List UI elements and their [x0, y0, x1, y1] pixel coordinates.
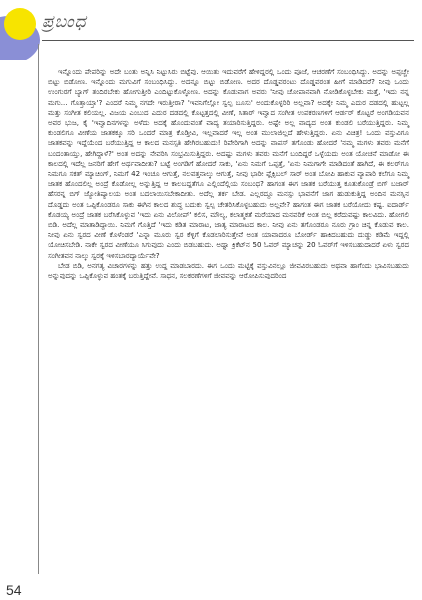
page-header — [42, 10, 414, 41]
article-body — [48, 67, 409, 281]
paragraph: ಇನ್ನೊಂದು ಪೇಪರಿನ್ನು ಅದೇ ಬಂತು ಅನ್ನಿಸಿ ನಿಟ್ಟುಸಿರು ಬಿಟ್ಟೆವು. ಆಯಿತು ಇದುವರೆಗೆ ಹೇಳಿದ್ದರಲ್ಲಿ ಒಂದು ಪೂಜೆ, ಆಚರಣೆಗೆ ಸಂಬಂಧಿಸಿದ್ದು. ಅದನ್ನು ಅಪ್ಪಚ್ಚೇ ಬಿಟ್ಟು ಬಿಡೋಣ. ಇನ್ನೊಂದು ಮಗುವಿಗೆ ಸಂಬಂಧಿಸಿದ್ದು. ಅದನ್ನೂ ಬಿಟ್ಟು ಬಿಡೋಣ. ಅದರ ದೊಡ್ಡವರಂಟು ದೊಡ್ಡವರಂತ ಹೀಗೆ ಮಾಡಿದರೆ? ನೀವು ಒಂದು ಉಂಗುರಗೆ ಬ್ಯಾಗ್ ತಂದಿರಬೇಕು ಹೋಗುತ್ತೀರಿ ಎಂದಿಟ್ಟುಕೊಳ್ಳೋಣ. ಅದನ್ನು ಕೊಡುವಾಗ ಅವರು 'ನೀವು ಚೋಪಾನವಾಗಿ ನೋಡಿಕೊಳ್ಳಬೇಕು ಮತ್ತೆ, 'ಇದು ನನ್ನ ಮಗು... ಗೊತ್ತಾಯ್ತಾ'? ಎಂದರೆ ನಿಮ್ಮ ನಗದೇ ಇರುತ್ತೀರಾ? 'ಇವನಿಗೆಲ್ಲೋ ಸ್ವಲ್ಪ ಬೂಸು' ಅಂದುಕೊಳ್ಳರಿರಿ ಅಲ್ಲವಾ? ಅದಕ್ಕೇ ನಿಮ್ಮ ಎದುರ ದಡದಲ್ಲಿ ಹುಟ್ಟಲ್ಲ ಮತ್ತು ಸಂಗೀತ ಕಲಿಯಲ್ಲ. ವಿಜಯ ಎಂಬುದ ಎದುರ ದಡದಲ್ಲಿ ಕೊಟ್ಟತ್ತದಲ್ಲಿ ವೀಣೆ, ಸಿತಾರ್ ಇವ್ವಾದ ಸಂಗೀತ ಉಪಕರಣಗಳಿಗೆ ಆರ್ಡರ್ ಕೊಟ್ಟರೆ ಅಂಗಡಿಯವನ ಅವರ ಭುಜ, ಕೈ 'ಇವ್ವಾದಿನಗಳನ್ನು ಅಳೆದು ಅದಕ್ಕೆ ಹೊಂದುವಂತೆ ವಾದ್ಯ ತಯಾರಿಸುತ್ತಿದ್ದರು. ಅಷ್ಟೇ ಅಲ್ಲ ವಾದ್ಯದ ಅಂತ ಕುಂಡಲಿ ಬರೆಯುತ್ತಿದ್ದರು. ನಿಮ್ಮ ಕುಂಡಲಿಗೂ ವೀಣೆಯ ಜಾತಕಕ್ಕೂ ಸರಿ ಒಂದರೆ ಮಾತ್ರ ಕೊಡ್ತೀವಿ, ಇಲ್ಲವಾದರೆ ಇಲ್ಲ ಅಂತ ಮುಲಾಜಿಲ್ಲದೆ ಹೇಳುತ್ತಿದ್ದರು. ಏನು ವಿಚಿತ್ರ! ಒಂದು ವಸ್ತುವಿಗೂ ಜಾತಕವನ್ನು ಇದ್ದೆಯೆಂದ ಬರೆಯುತ್ತಿದ್ದ ಆ ಕಾಲದ ಮನಸ್ಸತಿ ಹೇಗಿರಬಹುದು! ರಿಪೇರಿಗಾಗಿ ಅದನ್ನು ವಾಪಸ್ ತಗೊಂಡು ಹೋದರೆ 'ನಮ್ಮ ಮಗಳು ತವರು ಮನೆಗೆ ಬಂದಂತಾಯ್ತು, ಹೇಗಿದ್ದಾಳೆ?' ಅಂತ ಅದನ್ನು ನೇವರಿಸಿ ಸಂಭ್ರಮಿಸುತ್ತಿದ್ದರು. ಅದಷ್ಟು ಮಗಳು ತವರು ಮನೆಗೆ ಬಂದಿದ್ದರೆ ಒಳ್ಳೆಯದು ಅಂತ ಯೋಚನೆ ಮಾಡೋ ಈ ಕಾಲದಲ್ಲಿ ಇದೆಲ್ಲ ಜನರಿಗೆ ಹೇಗೆ ಅರ್ಥವಾದೀತು? ಬಟ್ಟೆ ಅಂಗಡಿಗೆ ಹೋದರೆ ಸಾಕು, 'ಏನು ನಿಮಗೆ ಒಪ್ಪತ್ತೆ, 'ಏನು ನಿಮಗಾಗೇ ಮಾಡಿದಂತೆ ಹಾಗಿದೆ, ಈ ಕಲರ್‌ಗೂ ನಿಮಗೂ ಸಕತ್ ಮ್ಯಾಚಿಂಗ್, ನಿಮಗೆ 42 ಇಂಚೂ ಆಗುತ್ತೆ, ನಲವತ್ತನಾಲ್ಕು ಆಗುತ್ತೆ, ನೀವು ಭಾರೀ ಫ್ಲೆಕ್ಸಿಬಲ್ ಸಾರ್ ಅಂತ ಬೋಪಿ ಹಾಕುವ ವ್ಯಾಪಾರಿ ಕಲೆಗೂ ನಿಮ್ಮ ಜಾತಕ ಹೊಂದಲಿಲ್ಲ ಅಂದ್ರೆ ಕೊಡೋಲ್ಲ ಅನ್ನುತ್ತಿದ್ದ ಆ ಕಾಲಬದ್ದತೆಗೂ ಎಲ್ಲಿಂದೆಲ್ಲಿಯ ಸಂಬಂಧ? ಹಾಗಂತ ಈಗ ಜಾತಕ ಬರೆಯುತ್ತ ಕೂತುಕೊಂಡ್ರೆ ಬಿಗ್ ಬಜಾರ್ ಹೆಸರನ್ನ ಬಿಗ್ ಜ್ಯೋತಿಷ್ಯಾಲಯ ಅಂತ ಬದಲಾಯಿಸಬೇಕಾದೀತು. ಅದೆಲ್ಲ ತರ್ಕ ಬೇಡ. ಎಲ್ಲರದ್ದೂ ಮನಸ್ಸು ಭಾವನೆಗೆ ಜಾಗ ಹುಡುಕುತ್ತಿದ್ದ ಅಂದಿನ ಮನಸ್ಸಿನ ದೊಡ್ಡದು ಅಂತ ಒಪ್ಪಿಕೊಂಡರೂ ಸಾಕು ಈಗಿನ ಕಾಲದ ಶುದ್ಧ ಬದುಕು ಸ್ವಲ್ಪ ಚೇತರಿಸಿಕೊಳ್ಳಬಹುದು ಅಲ್ಲವೇ? ಹಾಗಂತ ಈಗ ಜಾತಕ ಬರೆಯೋದು ಕಷ್ಟ. ಐದಾರ್ಡ್‌ ಕೊಡಯ್ಯ ಅಂದ್ರೆ ಜಾತಕ ಬರೆಸಿಕೊಳ್ಳುವ 'ಇದು ಏನು ವಿಲೋಪ್' ಕಲಿಸ, ಮೌಲ್ಯ, ಕಲಾತ್ಮಕತೆ ಮರೆಯಾದ ಮನವರಿಕೆ ಅಂತ ಬಿಲ್ಲ ಕರೆದುವಷ್ಟು ಕಾಲವಿದು. ಹೋಗಲಿ ಬಿಡಿ. ಅದೆಲ್ಲ ಮಾತಾಡಿದ್ದಾಯಿ. ನಿಮಗೆ ಗೊತ್ತಿದೆ 'ಇದು ಕಡಿತ ಮಾರಾಟ, ಜಾತ್ಯ ಮಾರಾಟದ ಕಾಲ. ನೀವು ಏನು ತಗೊಂಡರೂ ನೂರು ಗ್ರಾಂ ಚಿನ್ನ ಕೊಡುವ ಕಾಲ. ನೀವು ಏನು ಸ್ವರದ ವೀಣೆ ಕೊಳೆಂಡರೆ 'ಎನ್ನಾ ಮೂರು ಸ್ವರ ಕೆಳ್ಳಿಗೆ ಕೊಡಲಾರಿಸುತ್ತೇವೆ ಅಂತ ಯಾವಾದರೂ ಬೋರ್ಡ್ ಹಾಕಿದಬಹುದು ದುಡ್ಡು ಕಡಿಮೆ ಇದ್ದಲ್ಲಿ ಯೋಚಿಸಬೇಡಿ. ನಾಕೇ ಸ್ವರದ ವೀಣೆಯೂ ಸಿಗುವುದು ಎಂದು ಬಿಡಬಹುದು. ಅಥ್ವಾ ಕ್ರಿಕೆಟ್‌ನ 50 ಓವರ್ ಮ್ಯಾಚನ್ನು 20 ಓವರ್‌ಗೆ ಇಳಿಸಬಹುದಾದರೆ ಏಳು ಸ್ವರದ ಸಂಗೀತವನ ನಾಲ್ಕು ಸ್ವರಕ್ಕೆ ಇಳಿಸಬಾರದ್ಯಾರ್ಯೆವೇ? — [48, 67, 409, 260]
section-title: ಪ್ರಬಂಧ — [42, 12, 87, 32]
decorative-circle — [4, 8, 36, 40]
paragraph: ಬೇಡ ಬಿಡಿ, ಅನಗತ್ಯ ವಿಚಾರಗಳನ್ನು ಹತ್ತು ಉದ್ದ ಮಾಡಬಾರದು. ಈಗ ಒಂದು ಮಟ್ಟಿಕ್ಕೆ ವಸ್ತುವಿನಲ್ಲೂ ಜೀವವಿರಬಹುದು ಅಥವಾ ಹಾಗೆಂದು ಭಾವಿಸಬಹುದು ಅನ್ನುವುದನ್ನು ಒಪ್ಪಿಕೊಳ್ಳುವ ಹಂತಕ್ಕೆ ಬರುತ್ತಿದ್ದೇವೆ. ಸಾಧನ, ಸಲಕರಣೆಗಳಿಗೆ ಜೀವವನ್ನು ಆರೋಪಿಸುವುದರಿಂದ — [48, 260, 409, 281]
page-number: 54 — [6, 582, 22, 598]
margin-rule — [38, 44, 39, 574]
